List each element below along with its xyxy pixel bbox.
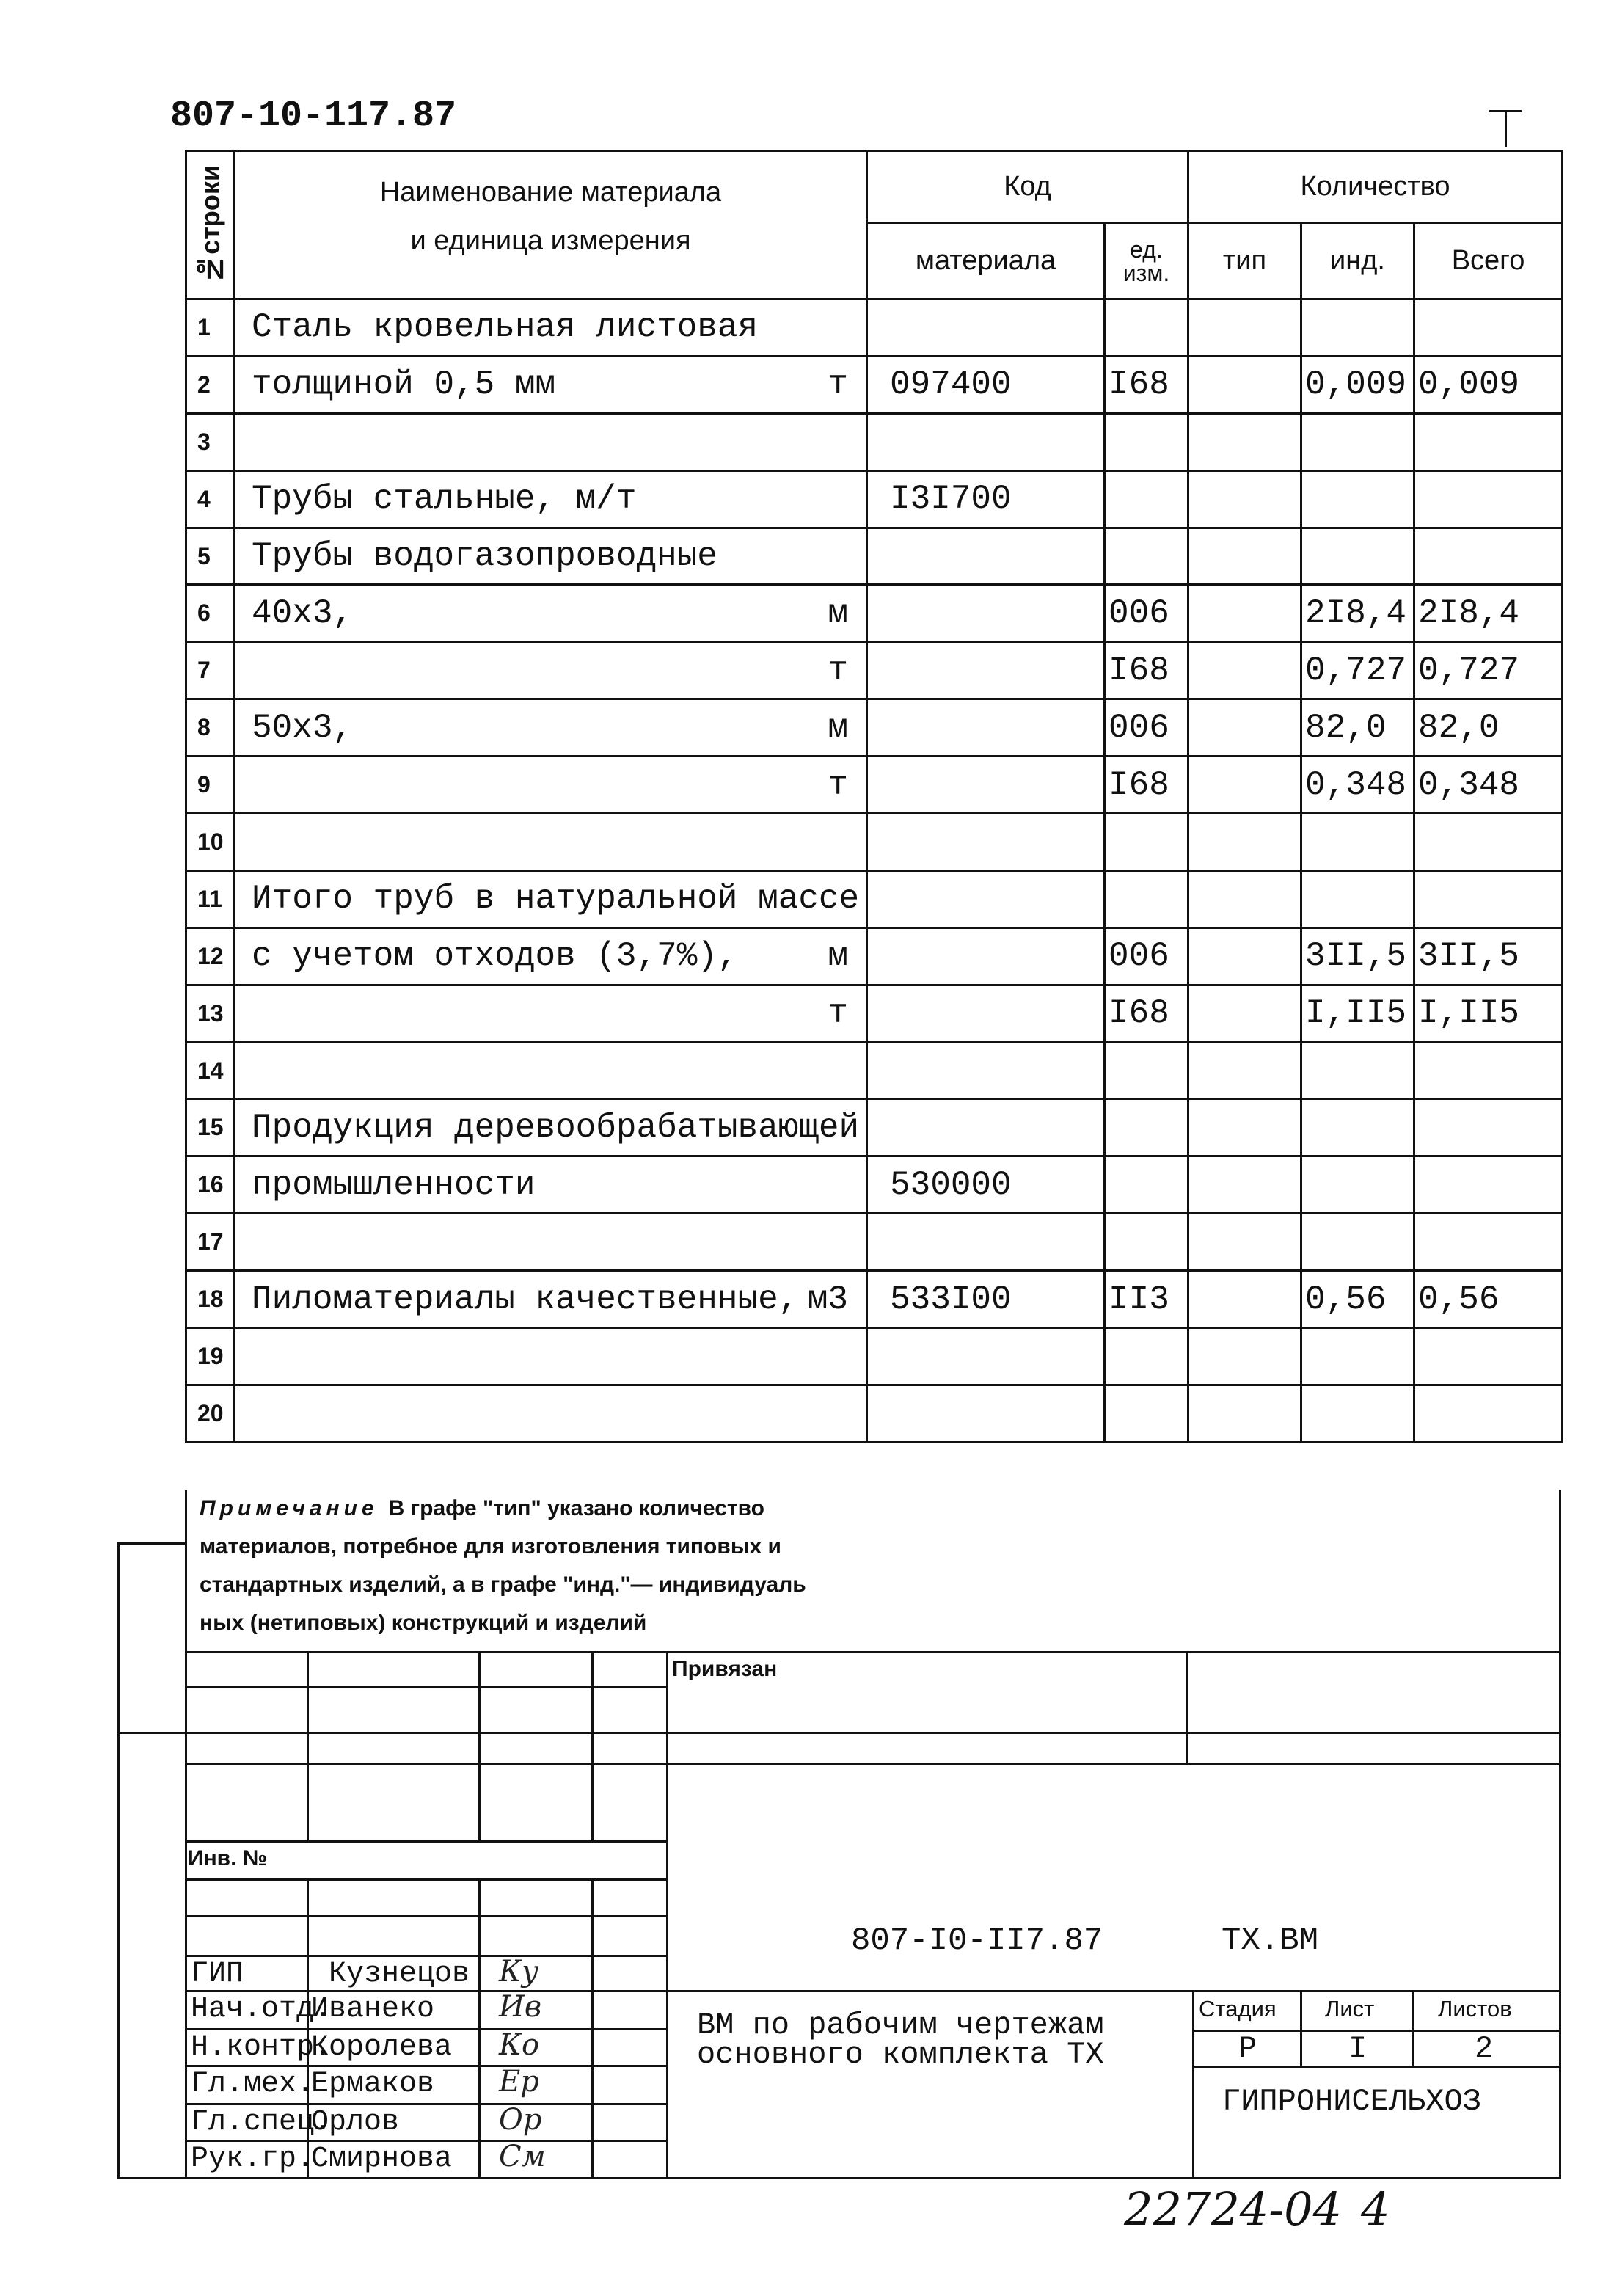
inventory-number-label: Инв. № <box>188 1846 268 1870</box>
material-code <box>867 1099 1105 1156</box>
quantity-type <box>1188 870 1301 927</box>
quantity-ind <box>1301 299 1414 357</box>
material-name-text: промышленности <box>252 1165 536 1204</box>
footer-number: 22724-04 <box>1124 2182 1343 2236</box>
sheets-value: 2 <box>1475 2031 1494 2066</box>
material-code <box>867 985 1105 1042</box>
document-code: 807-I0-II7.87 <box>851 1923 1103 1959</box>
material-name <box>235 927 867 985</box>
privyazan-label: Привязан <box>672 1657 778 1681</box>
signer-name: Иванеко <box>311 1993 435 2026</box>
material-code <box>867 1042 1105 1099</box>
material-code <box>867 757 1105 814</box>
quantity-ind: 0,348 <box>1301 757 1414 814</box>
sheets-label: Листов <box>1438 1996 1512 2022</box>
row-number: 10 <box>186 814 235 871</box>
table-row <box>186 470 1563 528</box>
material-unit: т <box>828 994 848 1033</box>
quantity-total: I,II5 <box>1414 985 1563 1042</box>
quantity-ind <box>1301 1156 1414 1214</box>
table-row <box>186 413 1563 470</box>
header-qty-type: тип <box>1188 223 1301 299</box>
material-code <box>867 927 1105 985</box>
quantity-ind: 0,727 <box>1301 642 1414 699</box>
note <box>200 1490 1535 1642</box>
unit-code <box>1105 1214 1188 1271</box>
quantity-total: 0,56 <box>1414 1271 1563 1328</box>
row-number: 19 <box>186 1328 235 1385</box>
signature-mark: Ко <box>499 2028 540 2062</box>
material-name-text: Итого труб в натуральной массе <box>252 880 860 919</box>
quantity-ind: 82,0 <box>1301 699 1414 757</box>
unit-code: I68 <box>1105 356 1188 413</box>
signer-role: Гл.спец. <box>191 2106 332 2139</box>
signature-mark: Ив <box>499 1990 542 2024</box>
row-number: 9 <box>186 757 235 814</box>
signer-name: Кузнецов <box>329 1958 470 1991</box>
quantity-total <box>1414 1328 1563 1385</box>
quantity-ind: I,II5 <box>1301 985 1414 1042</box>
quantity-total <box>1414 528 1563 585</box>
material-code <box>867 528 1105 585</box>
quantity-ind <box>1301 528 1414 585</box>
unit-code: 006 <box>1105 927 1188 985</box>
material-name <box>235 356 867 413</box>
material-code <box>867 870 1105 927</box>
unit-code <box>1105 1099 1188 1156</box>
material-name <box>235 470 867 528</box>
quantity-type <box>1188 1328 1301 1385</box>
signature-mark: Ер <box>499 2065 539 2099</box>
row-number: 11 <box>186 870 235 927</box>
material-name <box>235 1385 867 1442</box>
note-line-3: стандартных изделий, а в графе "инд."— индивидуаль <box>200 1572 806 1597</box>
quantity-type <box>1188 985 1301 1042</box>
material-name <box>235 585 867 642</box>
signature-mark: Ор <box>499 2103 542 2137</box>
quantity-ind <box>1301 870 1414 927</box>
document-title-line-1: ВМ по рабочим чертежам <box>697 2008 1104 2043</box>
quantity-type <box>1188 1385 1301 1442</box>
note-line-2: материалов, потребное для изготовления типовых и <box>200 1534 781 1559</box>
quantity-total <box>1414 1385 1563 1442</box>
quantity-type <box>1188 528 1301 585</box>
material-code <box>867 585 1105 642</box>
quantity-type <box>1188 1214 1301 1271</box>
material-name-text: 50х3, <box>252 708 354 747</box>
table-row <box>186 757 1563 814</box>
quantity-type <box>1188 699 1301 757</box>
quantity-total <box>1414 1099 1563 1156</box>
stage-label: Стадия <box>1199 1996 1277 2022</box>
material-unit: т <box>828 651 848 690</box>
material-code <box>867 1328 1105 1385</box>
material-unit: м <box>828 594 848 633</box>
document-title-line-2: основного комплекта ТХ <box>697 2037 1104 2072</box>
material-name <box>235 699 867 757</box>
quantity-total <box>1414 814 1563 871</box>
quantity-type <box>1188 1271 1301 1328</box>
unit-code <box>1105 1156 1188 1214</box>
table-row <box>186 585 1563 642</box>
unit-code <box>1105 528 1188 585</box>
note-heading: Примечание <box>200 1496 379 1520</box>
header-material-name: Наименование материала и единица измерения <box>235 151 867 299</box>
material-name-text: с учетом отходов (3,7%), <box>252 937 738 976</box>
material-code <box>867 642 1105 699</box>
unit-code: 006 <box>1105 699 1188 757</box>
sheet-value: I <box>1348 2031 1368 2066</box>
corner-mark-stem <box>1505 110 1507 147</box>
signer-role: Нач.отд. <box>191 1993 332 2026</box>
unit-code: I68 <box>1105 642 1188 699</box>
material-code <box>867 413 1105 470</box>
table-row <box>186 528 1563 585</box>
quantity-total: 82,0 <box>1414 699 1563 757</box>
material-code: 530000 <box>867 1156 1105 1214</box>
document-mark: ТХ.ВМ <box>1222 1923 1319 1959</box>
quantity-ind: 3II,5 <box>1301 927 1414 985</box>
note-line-4: ных (нетиповых) конструкций и изделий <box>200 1611 647 1635</box>
table-row <box>186 1099 1563 1156</box>
material-name <box>235 1156 867 1214</box>
row-number: 17 <box>186 1214 235 1271</box>
table-row <box>186 1271 1563 1328</box>
signer-name: Смирнова <box>311 2143 453 2176</box>
header-code-unit: ед. изм. <box>1105 223 1188 299</box>
material-code: 097400 <box>867 356 1105 413</box>
row-number: 14 <box>186 1042 235 1099</box>
row-number: 6 <box>186 585 235 642</box>
note-line-1: В графе "тип" указано количество <box>388 1496 764 1520</box>
table-row <box>186 927 1563 985</box>
material-name <box>235 528 867 585</box>
header-quantity: Количество <box>1188 151 1563 223</box>
table-row <box>186 1156 1563 1214</box>
quantity-total <box>1414 1042 1563 1099</box>
unit-code: I68 <box>1105 985 1188 1042</box>
row-number: 12 <box>186 927 235 985</box>
material-unit: м3 <box>807 1280 848 1319</box>
material-name-text: толщиной 0,5 мм <box>252 365 556 404</box>
row-number: 2 <box>186 356 235 413</box>
quantity-ind <box>1301 1042 1414 1099</box>
material-name-text: Сталь кровельная листовая <box>252 308 759 347</box>
quantity-total: 0,727 <box>1414 642 1563 699</box>
material-name-text: Трубы стальные, м/т <box>252 480 637 519</box>
material-unit: м <box>828 937 848 976</box>
signer-name: Королева <box>311 2031 453 2064</box>
material-code: 533I00 <box>867 1271 1105 1328</box>
material-name <box>235 870 867 927</box>
material-name <box>235 814 867 871</box>
material-unit: т <box>828 365 848 404</box>
row-number: 3 <box>186 413 235 470</box>
organization-name: ГИПРОНИСЕЛЬХОЗ <box>1222 2084 1481 2119</box>
table-row <box>186 814 1563 871</box>
material-name-text: Продукция деревообрабатывающей <box>252 1108 860 1147</box>
material-code <box>867 1214 1105 1271</box>
quantity-type <box>1188 413 1301 470</box>
quantity-total <box>1414 870 1563 927</box>
row-number: 5 <box>186 528 235 585</box>
material-name <box>235 413 867 470</box>
row-number: 15 <box>186 1099 235 1156</box>
unit-code <box>1105 814 1188 871</box>
material-code <box>867 814 1105 871</box>
unit-code <box>1105 299 1188 357</box>
quantity-ind: 0,009 <box>1301 356 1414 413</box>
quantity-type <box>1188 299 1301 357</box>
quantity-type <box>1188 1099 1301 1156</box>
signer-role: ГИП <box>191 1958 244 1991</box>
material-name <box>235 642 867 699</box>
table-row <box>186 642 1563 699</box>
table-row <box>186 1385 1563 1442</box>
material-name <box>235 1042 867 1099</box>
quantity-ind <box>1301 1328 1414 1385</box>
material-name-text: Пиломатериалы качественные, <box>252 1280 799 1319</box>
signer-name: Ермаков <box>311 2068 435 2101</box>
quantity-type <box>1188 585 1301 642</box>
header-row-number: №строки <box>186 151 235 299</box>
table-row <box>186 985 1563 1042</box>
quantity-ind <box>1301 814 1414 871</box>
unit-code: I68 <box>1105 757 1188 814</box>
quantity-total: 0,009 <box>1414 356 1563 413</box>
header-qty-ind: инд. <box>1301 223 1414 299</box>
quantity-total <box>1414 413 1563 470</box>
signer-name: Орлов <box>311 2106 400 2139</box>
materials-table <box>185 150 1563 1443</box>
unit-code <box>1105 1042 1188 1099</box>
table-row <box>186 1042 1563 1099</box>
quantity-type <box>1188 927 1301 985</box>
table-row <box>186 699 1563 757</box>
quantity-total <box>1414 1214 1563 1271</box>
row-number: 8 <box>186 699 235 757</box>
quantity-type <box>1188 470 1301 528</box>
quantity-ind: 2I8,4 <box>1301 585 1414 642</box>
quantity-ind: 0,56 <box>1301 1271 1414 1328</box>
unit-code <box>1105 870 1188 927</box>
material-name <box>235 1099 867 1156</box>
row-number: 1 <box>186 299 235 357</box>
material-name <box>235 299 867 357</box>
quantity-total <box>1414 1156 1563 1214</box>
material-name <box>235 985 867 1042</box>
footer-page: 4 <box>1361 2182 1390 2236</box>
signature-mark: См <box>499 2140 546 2173</box>
sheet-label: Лист <box>1325 1996 1375 2022</box>
quantity-ind <box>1301 1099 1414 1156</box>
quantity-ind <box>1301 1214 1414 1271</box>
material-name <box>235 1214 867 1271</box>
row-number: 16 <box>186 1156 235 1214</box>
signer-role: Гл.мех. <box>191 2068 315 2101</box>
signature-mark: Ку <box>499 1955 539 1989</box>
stage-value: Р <box>1238 2031 1257 2066</box>
material-name <box>235 1328 867 1385</box>
material-name <box>235 757 867 814</box>
quantity-type <box>1188 757 1301 814</box>
quantity-total: 2I8,4 <box>1414 585 1563 642</box>
quantity-type <box>1188 642 1301 699</box>
table-row <box>186 299 1563 357</box>
unit-code <box>1105 413 1188 470</box>
quantity-total <box>1414 470 1563 528</box>
quantity-type <box>1188 1042 1301 1099</box>
header-code-material: материала <box>867 223 1105 299</box>
material-code <box>867 699 1105 757</box>
material-unit: т <box>828 765 848 804</box>
table-row <box>186 870 1563 927</box>
unit-code <box>1105 1328 1188 1385</box>
unit-code <box>1105 1385 1188 1442</box>
material-code <box>867 1385 1105 1442</box>
quantity-ind <box>1301 1385 1414 1442</box>
material-code <box>867 299 1105 357</box>
material-code: I3I700 <box>867 470 1105 528</box>
row-number: 18 <box>186 1271 235 1328</box>
material-name-text: Трубы водогазопроводные <box>252 537 717 575</box>
unit-code <box>1105 470 1188 528</box>
row-number: 7 <box>186 642 235 699</box>
quantity-type <box>1188 1156 1301 1214</box>
quantity-type <box>1188 814 1301 871</box>
material-name <box>235 1271 867 1328</box>
document-number-top: 807-10-117.87 <box>170 95 457 137</box>
header-code: Код <box>867 151 1188 223</box>
row-number: 13 <box>186 985 235 1042</box>
quantity-ind <box>1301 470 1414 528</box>
header-qty-total: Всего <box>1414 223 1563 299</box>
quantity-total: 3II,5 <box>1414 927 1563 985</box>
row-number: 20 <box>186 1385 235 1442</box>
signer-role: Рук.гр. <box>191 2143 315 2176</box>
table-row <box>186 1328 1563 1385</box>
row-number: 4 <box>186 470 235 528</box>
table-row <box>186 1214 1563 1271</box>
unit-code: 006 <box>1105 585 1188 642</box>
quantity-total <box>1414 299 1563 357</box>
signer-role: Н.контр. <box>191 2031 332 2064</box>
quantity-type <box>1188 356 1301 413</box>
quantity-ind <box>1301 413 1414 470</box>
material-name-text: 40х3, <box>252 594 354 633</box>
table-row <box>186 356 1563 413</box>
unit-code: II3 <box>1105 1271 1188 1328</box>
material-unit: м <box>828 708 848 747</box>
quantity-total: 0,348 <box>1414 757 1563 814</box>
